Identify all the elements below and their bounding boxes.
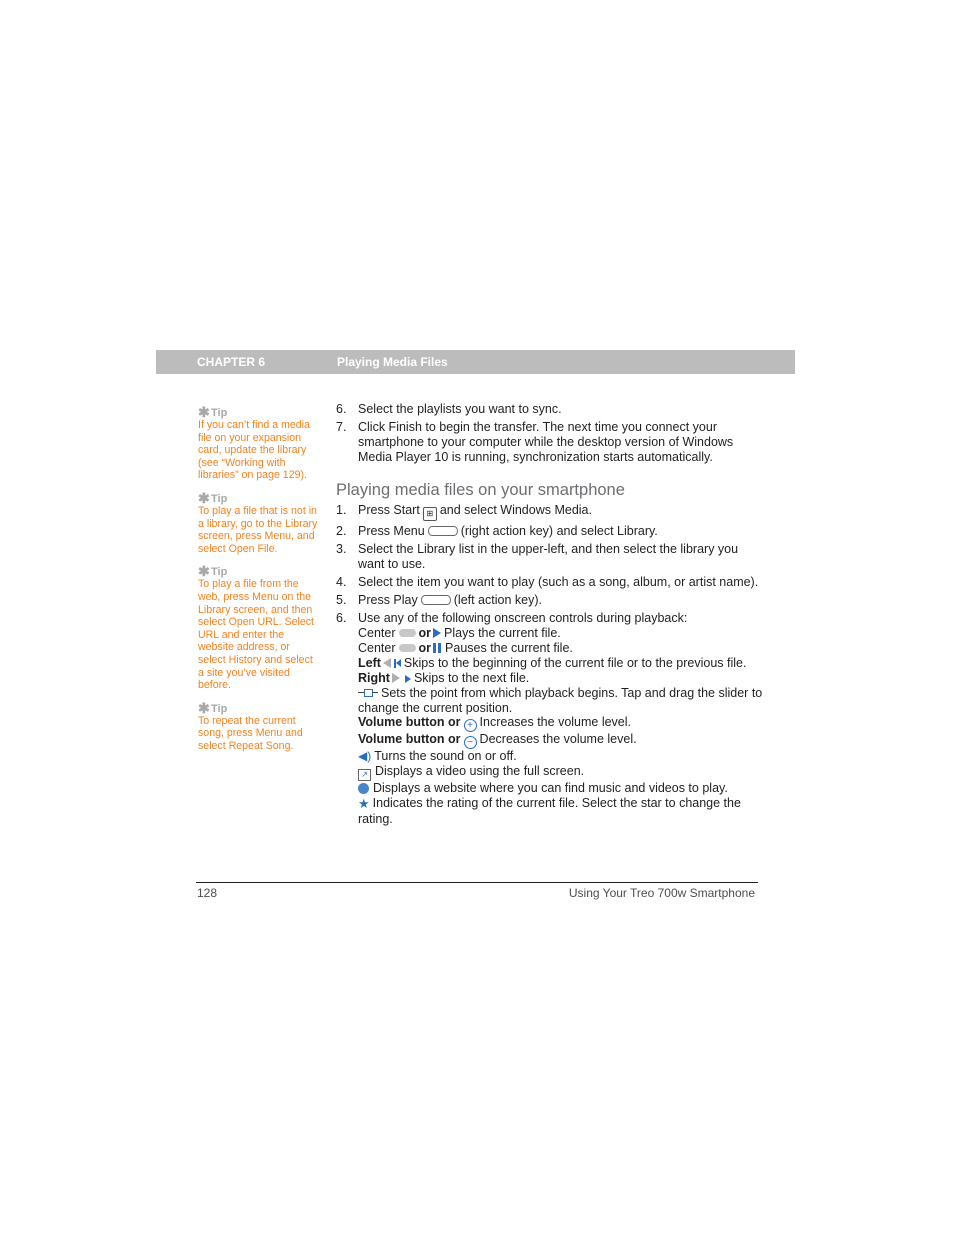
volume-up-icon: + (464, 719, 477, 732)
step-number: 2. (336, 524, 347, 538)
step-item: 5. Press Play (left action key). (336, 593, 542, 607)
control-right: Right Skips to the next file. (358, 670, 530, 685)
globe-icon (358, 783, 369, 794)
tip-label: Tip (211, 492, 228, 505)
pause-icon (433, 643, 442, 653)
step-number: 5. (336, 593, 347, 607)
control-website: Displays a website where you can find music and videos to play. (358, 781, 766, 796)
chapter-title: Playing Media Files (337, 355, 448, 369)
tip-text: To play a file from the web, press Menu on the Library screen, and then select Open URL. Select URL and enter the website address, or select History and select a site you’ve visited before. (198, 578, 314, 692)
rating-star-icon: ★ (358, 796, 370, 812)
step-text: Use any of the following onscreen controls during playback: (358, 611, 688, 625)
section-heading: Playing media files on your smartphone (336, 481, 625, 499)
tip-block (198, 405, 318, 482)
step-text: Select the Library list in the upper-left, and then select the library you want to use. (358, 542, 739, 571)
step-number: 3. (336, 542, 347, 556)
step-number: 6. (336, 402, 347, 416)
tip-label: Tip (211, 566, 228, 579)
control-slider: Sets the point from which playback begins. Tap and drag the slider to change the current position. (358, 685, 763, 715)
control-rating: ★ Indicates the rating of the current file. Select the star to change the rating. (358, 796, 741, 827)
start-key-icon: ⊞ (423, 507, 437, 521)
footer-rule (196, 882, 758, 883)
step-item (336, 402, 766, 417)
page-number: 128 (197, 886, 218, 900)
position-slider-icon (358, 688, 378, 698)
speaker-icon: ◀) (358, 749, 372, 764)
tip-text: To play a file that is not in a library, go to the Library screen, press Menu, and select Open File. (198, 504, 318, 555)
tip-block (198, 491, 318, 555)
step-item (336, 542, 766, 572)
right-arrow-icon (392, 673, 400, 683)
control-sound: ◀) Turns the sound on or off. (358, 749, 517, 764)
tip-block (198, 701, 318, 753)
tip-block (198, 564, 318, 691)
tip-star-icon: ✱ (198, 404, 210, 420)
volume-down-icon: − (464, 736, 477, 749)
skip-back-icon (394, 659, 401, 668)
fullscreen-icon: ↗ (358, 769, 371, 781)
step-number: 4. (336, 575, 347, 589)
center-button-icon (399, 629, 416, 637)
right-action-key-icon (428, 526, 458, 536)
tip-text: If you can’t find a media file on your expansion card, update the library (see “Working with libraries” on page 129). (198, 419, 310, 482)
skip-forward-icon (405, 675, 411, 683)
control-left: Left Skips to the beginning of the current file or to the previous file. (358, 655, 747, 670)
step-item (336, 611, 766, 827)
step-text: Select the item you want to play (such as a song, album, or artist name). (358, 575, 759, 589)
left-action-key-icon (421, 595, 451, 605)
tip-label: Tip (211, 407, 228, 419)
control-volume-up: Volume button or + Increases the volume level. (358, 715, 632, 732)
play-icon (433, 628, 441, 638)
control-volume-down: Volume button or − Decreases the volume level. (358, 732, 637, 749)
book-title: Using Your Treo 700w Smartphone (568, 886, 755, 900)
tip-star-icon: ✱ (198, 489, 210, 506)
control-fullscreen: ↗ Displays a video using the full screen. (358, 764, 766, 781)
chapter-header-bar (156, 350, 795, 374)
step-text: Select the playlists you want to sync. (358, 402, 562, 416)
tip-label: Tip (211, 702, 228, 715)
step-item: 2. Press Menu (right action key) and select Library. (336, 524, 658, 538)
tips-sidebar (198, 405, 318, 761)
step-item: 1. Press Start ⊞ and select Windows Media. (336, 503, 766, 521)
control-play: Center or Plays the current file. (358, 626, 561, 640)
step-item (336, 575, 766, 590)
step-number: 1. (336, 503, 347, 517)
step-number: 7. (336, 420, 347, 434)
step-text: Click Finish to begin the transfer. The next time you connect your smartphone to your computer while the desktop version of Windows Media Player 10 is running, synchronization starts automatically. (358, 420, 734, 464)
tip-star-icon: ✱ (198, 563, 210, 580)
step-item (336, 420, 766, 465)
chapter-number: CHAPTER 6 (197, 355, 266, 369)
tip-text: To repeat the current song, press Menu and select Repeat Song. (198, 714, 303, 752)
center-button-icon (399, 644, 416, 652)
step-number: 6. (336, 611, 347, 625)
left-arrow-icon (383, 658, 391, 668)
tip-star-icon: ✱ (198, 699, 210, 716)
main-content (336, 402, 766, 827)
control-pause: Center or Pauses the current file. (358, 640, 573, 655)
